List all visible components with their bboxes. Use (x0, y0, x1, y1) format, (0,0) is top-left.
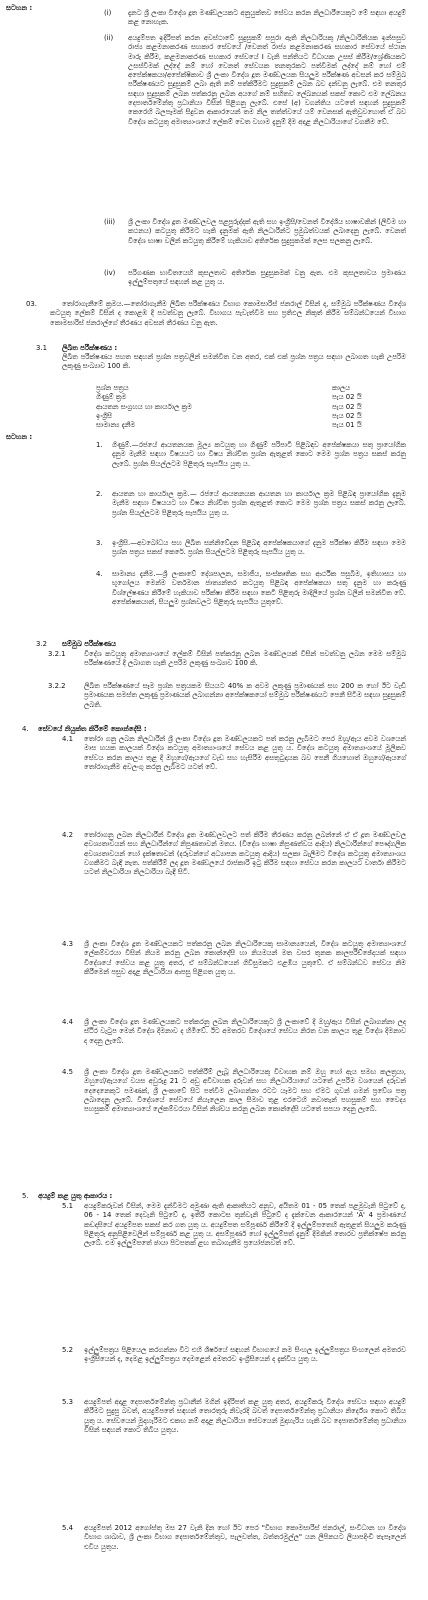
section4-item-text: තෝරාගනු ලබන නිලධාරීන් විදේශ දූත මණ්ඩලවලට පත් කිරීම තීරණය කරනු ලබන්නේ ඒ ඒ දූත මණ්ඩලවල අවශ්‍යතාවයන් සහ නිලධාරීන්ගේ නිපුණතාවන් මතය. (විදේශ භාෂා නිපුණත්වය ආදිය) නිලධාරීන්ගේ පෞද්ගලික අවශ්‍යතාවයන් හෝ දැක්ෂතාවන් (දරුවන්ගේ අධ්‍යාපන කටයුතු ආදිය) සලකා බැලීමට විදේශ කටයුතු අමාත්‍යාංශය වගකීමට බැඳී නැත. පත්කිරීම් ලද දූත මණ්ඩලයේ රාජකාරි ඉටු කිරීම සඳහා සේවය කරන කාලයට වාර්තා කිරීමට යටත් නිලධාරියා නිලධාරියා බැඳී සිටී. (84, 831, 406, 877)
paper-name: ආයතන සංග්‍රහය හා කාර්යාල ක්‍රම (96, 402, 193, 411)
paper-name: සාමාන්‍ය දැනීම (96, 421, 136, 430)
section32-item-text: විදේශ කටයුතු අමාත්‍යාංශයේ ලේකම් විසින් පත්කරනු ලබන මණ්ඩලයක් විසින් පවත්වනු ලබන මෙම සම්මුඛ පරීක්ෂණයේ දී ලබාගත හැකි උපරිම ලකුණු සංඛ්‍යාව 100 කි. (84, 650, 406, 668)
note1-item (128, 218, 406, 265)
section4-number: 4. (22, 725, 29, 733)
note1-item-text: ශ්‍රී ලංකා විදේශ දූත මණ්ඩලවල පළපුරුද්දක් ඇති සහ ඉංග්‍රීසි/වෙනත් විදේශීය භාෂාවකින් (ලිවීම හා කථනය) කටයුතු කිරීමට හැකි දැනුමක් ඇති නිලධාරීන්ට ප්‍රමුඛත්වයක් ලබාදෙනු ලැබේ. වෙනත් විදේශ භාෂා වලින් කටයුතු කිරීමේ හැකියාව අතිරේක සුදුසුකමක් ලෙස සලකනු ලැබේ. (128, 218, 406, 245)
note2-item (112, 539, 406, 567)
table-row (96, 412, 392, 421)
section4-item-text: ශ්‍රී ලංකා විදේශ දූත මණ්ඩලයකට පත්කිරීම් ලැබූ නිලධාරියෙකු විවාහක නම් ඔහු හෝ ඇය සමඟ කලත්‍රයා, ඔහුගේ/ඇයගේ වයස අවුරුදු 21 ට අඩු අවිවාහක දරුවන් සහ නිලධාරියාගේ යටතේ උපරිම වශයෙන් දරුවන් දෙදෙනෙකුට පමණක්, ශ්‍රී ලංකාවේ සිට පත්වීම ලබාගන්නා රටට යෑමට සහ ඒමට ගුවන් ගමන් ප්‍රවේශ පත්‍ර ලබාදෙනු ලැබේ. විදේශයේ සේවයේ නියැලෙන කාල සීමාව තුළ එරටෙහි නවාතැන් පහසුකම් සහ වෛද්‍ය පහසුකම් අමාත්‍යාංශයේ ලේකම්වරයා විසින් නිශ්චය කරනු ලබන කොන්දේසි යටතේ සපයා දෙනු ලැබේ. (84, 1068, 406, 1114)
section32-item (84, 682, 406, 720)
section4-item-number: 4.4 (62, 1018, 73, 1026)
section5-item (84, 1524, 406, 1584)
section5-item-text: අයදුම්කරුවන් විසින්, මෙම දැන්වීමට අමුණා ඇති ආකෘතියට අනුව, අයිතම 01 - 05 තෙක් පළමුවැනි පිටුවේ ද, 06 - 14 තෙක් දෙවැනි පිටුවේ ද, ඉතිරි කොටස තුන්වැනි පිටුවේ ද දැක්වෙන ආකාරයෙන් 'A' 4 ප්‍රමාණයේ කඩදාසියේ අයදුම්පත සකස් කර ගත යුතු ය. අයදුම්පත සම්පූර්ණ කිරීමේ දී ඉල්ලුම්පතෙහි ඇතුළත් සියලුම කරුණු පිළිතුරු අනුපිළිවෙලින් සම්පූර්ණ කළ යුතු ය. අසම්පූර්ණ හෝ ඉල්ලුම්පත් දැනුම් දීමකින් තොරව ප්‍රතික්ෂේප කරනු ලැබේ. එම ඉල්ලුම්පතේ ඡායා පිටපතක් ළඟ තබාගැනීම ප්‍රයෝජනවත් වේ. (84, 1202, 406, 1248)
section4-item-text: ශ්‍රී ලංකා විදේශ දූත මණ්ඩලයකට පත්කරනු ලබන නිලධාරියෙකුට ශ්‍රී ලංකාවේ දී ඔහු/ඇය විසින් ලබාගන්නා ලද ස්ථිර වැටුප මෙන් විදේශ දීමනාව ද හිමිවේ. ඊට අමතරව විදේශයේ සේවය නිරත වන කාලය තුළ විදේශ දීමනාව ද දෙනු ලැබේ. (84, 1018, 406, 1045)
section32-item-number: 3.2.2 (48, 682, 66, 690)
note2-item (112, 490, 406, 536)
table-row (96, 421, 392, 430)
note2-item-marker: 3. (96, 539, 103, 547)
paper-time: පැය 02 යි (332, 411, 362, 420)
note2-item-text: ඉංග්‍රීසි.—අවබෝධය සහ ලිඛිත සන්නිවේදන පිළිබඳ අපේක්ෂකයාගේ දැනුම පරීක්ෂා කිරීම සඳහා මෙම ප්‍රශ්න පත්‍රය සකස් කෙරේ. ප්‍රශ්න සියල්ලටම පිළිතුරු සැපයිය යුතු ය. (112, 539, 406, 557)
section4-item (84, 1018, 406, 1064)
note1-item (128, 269, 406, 297)
note2-item-marker: 4. (96, 570, 103, 578)
paper-name: ඉංග්‍රීසි (96, 411, 112, 420)
section31-title: ලිඛිත පරීක්ෂණය : (62, 344, 118, 352)
section4-item-text: තෝරා ගනු ලබන නිලධාරීන් ශ්‍රී ලංකා විදේශ දූත මණ්ඩලයකට පත් කරනු ලැබීමට පෙර ඔහු/ඇය අවම වශයෙන් මාස හයක කාලයක් විදේශ කටයුතු අමාත්‍යාංශයේ සේවය කළ යුතු ය. විදේශ කටයුතු අමාත්‍යාංශයේ මූලිකව සේවය කරන කාලය තුළ දී ඔහුගේ/ඇයගේ වැඩ සහ හැසිරීම අසතුටුදායක බව පෙනී ගියහොත් ඔහුගේ/ඇයගේ තෝරාගැනීම අවලංගු කරනු ලැබීමට යටත් වේ. (84, 735, 406, 771)
note1-item-marker: (ii) (104, 34, 114, 42)
section4-title: සේවයේ නියුක්ත කිරීමේ කොන්දේසි : (38, 725, 147, 733)
section4-item (84, 735, 406, 828)
section32-number: 3.2 (36, 640, 47, 648)
section5-item-number: 5.3 (62, 1398, 73, 1406)
section5-item-text: අයදුම්පත් අදාළ දෙපාර්තමේන්තු ප්‍රධානීන් මගින් ඉදිරිපත් කළ යුතු අතර, අයදුම්කරු විදේශ සේවය සඳහා අයදුම් කිරීමට සුදුසු බවත්, අයදුම්පතේ සඳහන් තොරතුරු නිවැරදි බවත් දෙපාර්තමේන්තු ප්‍රධානියා නිර්දේශ කොට තිබිය යුතු ය. සේවයෙන් මුදාහැරීමට එකඟ නම් අදාළ නිලධාරියා සේවයෙන් මුදාහැරිය හැකි බව දෙපාර්තමේන්තු ප්‍රධානියා විසින් සඳහන් කොට තිබිය යුතුය. (84, 1398, 406, 1434)
note1-item-marker: (iv) (104, 269, 116, 277)
table-header-row (96, 384, 392, 393)
note2-item (112, 441, 406, 487)
exam-papers-table (96, 384, 392, 430)
section32-item-text: ලිඛිත පරීක්ෂණයේ සෑම ප්‍රශ්න පත්‍රයකම සියයට 40% ක අවම ලකුණු ප්‍රමාණයක් සහ 200 ක හෝ ඊට වැඩි ප්‍රමාණයක සමස්ත ලකුණු ප්‍රමාණයක් ලබාගන්නා අපේක්ෂකයෝ සම්මුඛ පරීක්ෂණයට පෙනී සිටීම සඳහා සුදුසුකම් ලබති. (84, 682, 406, 709)
note2-item-text: ආයතන හා කාර්යාල ක්‍රම.— රජයේ ආයතනයක ආයතන හා කාර්යාල ක්‍රම පිළිබඳ ප්‍රායෝගික දැනුම මැනීම සඳහා විෂයයට හා විෂය නිශ්චිත ප්‍රශ්න ඇතුළත් කොට මෙම ප්‍රශ්න පත්‍රය සකස් කරනු ලැබේ. ප්‍රශ්න සියල්ලටම පිළිතුරු සැපයිය යුතු ය. (112, 490, 406, 517)
section31-description (62, 353, 406, 381)
section5-item (84, 1202, 406, 1342)
paper-time: පැය 02 යි (332, 393, 362, 402)
section4-item-number: 4.3 (62, 940, 73, 948)
section31-number: 3.1 (36, 344, 47, 352)
section4-item (84, 831, 406, 936)
section32-item (84, 650, 406, 678)
section3-text: තෝරාගැනීමේ ක්‍රමය.—තෝරාගැනීම ලිඛිත පරීක්ෂණය විභාග කොමසාරිස් ජනරාල් විසින් ද, සම්මුඛ පරීක්ෂණය විදේශ කටයුතු ලේකම් විසින් ද කොළඹ දී පවත්වනු ලැබේ. විභාගය පැවැත්වීම සහ ප්‍රතිඵල නිකුත් කිරීම සම්බන්ධයෙන් විභාග කොමසාරිස් ජනරාල්ගේ තීරණය අවසන් තීරණය වනු ඇත. (50, 300, 406, 327)
section4-item-number: 4.2 (62, 831, 73, 839)
section5-title: අයදුම් කළ යුතු ආකාරය : (38, 1192, 113, 1200)
section32-title: සම්මුඛ පරීක්ෂණය (62, 640, 116, 648)
section32-item-number: 3.2.1 (48, 650, 66, 658)
section5-item-number: 5.1 (62, 1202, 73, 1210)
note2-label: සටහන : (6, 433, 33, 441)
note1-item-text: අයදුම්පත ඉදිරිපත් කරන අවස්ථාවේ සුදුසුකම් සපුරා ඇති නිලධාරියකු /නිලධාරිනියක ඉන්පසුව රාජ්‍ය කළමනාකරණ සහකාර සේවයේ /වෙනත් රාජ්‍ය කළමනාකරණ සහකාර සේවයේ ස්ථාන මාරු කිරීම, කළමනාකරණ සහකාර සේවයේ I වැනි පන්තියට විධායක උසස් කිරීම/ශ්‍රේණියකට උසස්වීමක් ලද්දේ නම් හෝ වෙනත් සේවයක තනතුරකට පත්වීමක් ලද්දේ නම් හෝ එම් අපේක්ෂකයා/අපේක්ෂිකාව ශ්‍රී ලංකා විදේශ දූත මණ්ඩලයක සියලුම පරීක්ෂණ අවසන් කර සම්මුඛ පරීක්ෂණයට සුදුසුකම් ලබා ඇති නම් පත්කිරීමට සුදුසුකම් ලබන බව දන්වනු ලැබේ. එම තනතුර සඳහා සුදුසුකම් ලබන පත්කරනු ලබන අයගේ නම් සහිතව ලේඛනයක් සකස් කොට එම ලේඛනය දෙපාර්තමේන්තු ප්‍රධානියා විසින් පිළිගනු ලැබේ. එසේ (අ) වගන්තිය යටතේ සඳහන් සුදුසුකම් කෙරෙහි බලපෑමක් සිදුවන ආකාරයෙන් තම නිල තත්ත්වයේ යම් වෙනසක් ඇතිවුවහොත් ඒ බව විදේශ කටයුතු අමාත්‍යාංශයේ ලේකම් වෙත වහාම දැනුම් දීම අදාළ නිලධාරියාගේ වගකීම වේ. (128, 34, 406, 126)
table-row (96, 393, 392, 402)
note1-item (128, 9, 406, 28)
paper-time: පැය 02 යි (332, 402, 362, 411)
note2-item-text: ගිණුම්.—රජයේ ආයතනයක මූල්‍ය කටයුතු හා ගිණුම් පරිපාටි පිළිබඳව අපේක්ෂකයා සතු ප්‍රායෝගික දැනුම මැනීම සඳහා විෂයයට හා විෂය නිශ්චිත ප්‍රශ්න ඇතුළත් කොට මෙම ප්‍රශ්න පත්‍රය සකස් කරනු ලැබේ. ප්‍රශ්න සියල්ලටම පිළිතුරු සැපයිය යුතු ය. (112, 441, 406, 468)
section5-item (84, 1398, 406, 1520)
section5-number: 5. (22, 1192, 29, 1200)
note1-item-marker: (i) (104, 9, 112, 17)
section3-selection-method (50, 300, 406, 338)
note1-item-text: දැනට ශ්‍රී ලංකා විදේශ දූත මණ්ඩලයකට අනුයුක්තව සේවය කරන නිලධාරීයෙකුට මේ සඳහා අයදුම් කළ නොහැක. (128, 9, 406, 27)
table-row (96, 403, 392, 412)
note2-item-marker: 1. (96, 441, 103, 449)
section5-item-number: 5.2 (62, 1346, 73, 1354)
note1-item (128, 34, 406, 218)
section5-item (84, 1346, 406, 1394)
note2-item-marker: 2. (96, 490, 103, 498)
section5-item-number: 5.4 (62, 1524, 73, 1532)
note1-item-marker: (iii) (104, 218, 116, 226)
note1-label: සටහන : (6, 4, 33, 12)
section4-item-text: ශ්‍රී ලංකා විදේශ දූත මණ්ඩලයකට පත්කරනු ලබන නිලධාරියෙකු සාමාන්‍යයෙන්, විදේශ කටයුතු අමාත්‍යාංශයේ ලේකම්වරයා විසින් නියම කරනු ලබන කොන්දේසි හා නියමයන් මත වසර තුනක කාලපරිච්ඡේදයක් සඳහා විදේශයේ සේවය කළ යුතු අතර, ඒ සම්බන්ධයෙන් ගිවිසුමකට එළඹිය යුතුවේ. ඒ සම්බන්ධව සේවය නිම කිරීමෙන් පසුව අදාළ නිලධාරියා ආපසු පිළිගත යුතු ය. (84, 940, 406, 976)
column-header-time: කාලය (332, 384, 351, 392)
section5-item-text: ඉල්ලුම්පත්‍රය පිළියෙල කරගන්නා විට එහි ශීර්ෂයේ සඳහන් විභාගයේ නම සිංහල ඉල්ලුම්පත්‍රය සිංහලෙන් අමතරව ඉංග්‍රීසියෙන් ද, දෙමළ ඉල්ලුම්පත්‍රය දෙමළෙන් අමතරව ඉංග්‍රීසියෙන් ද දැක්විය යුතු ය. (84, 1346, 406, 1364)
paper-time: පැය 01 යි (332, 421, 362, 430)
section4-item-number: 4.5 (62, 1068, 73, 1076)
paper-name: ගිණුම් ක්‍රම (96, 393, 127, 402)
section3-number: 03. (26, 300, 37, 308)
note2-item-text: සාමාන්‍ය දැනීම.—ශ්‍රී ලංකාවේ දේශපාලන, සමාජීය, සංස්කෘතික සහ ආර්ථික පසුබිම, ඉතිහාසය හා භූගෝලය මෙන්ම වර්තමාන ජාත්‍යන්තර කටයුතු පිළිබඳ අපේක්ෂකයා සතු දැනුම හා කරුණු විශ්ලේෂණය කිරීමේ හැකියාව පරීක්ෂා කිරීම සඳහා කෙටි පිළිතුරු මාදිලියේ ප්‍රශ්න වලින් සමන්විත වේ. අපේක්ෂකයාන්, සියලුම ප්‍රශ්නවලට පිළිතුරු සැපයිය යුතුවේ. (112, 570, 406, 606)
section4-item-number: 4.1 (62, 735, 73, 743)
section5-item-text: අයදුම්පත් 2012 අගෝස්තු මස 27 වැනි දින හෝ ඊට පෙර "විභාග කොමසාරිස් ජනරාල්, සංවිධාන හා විදේශ විභාග ශාඛාව, ශ්‍රී ලංකා විභාග දෙපාර්තමේන්තුව, පැලවත්ත, බත්තරමුල්ල" යන ලිපිනයට ලියාපදිංචි තැපෑලෙන් එවිය යුතුය. (84, 1524, 406, 1551)
note2-item (112, 570, 406, 635)
section31-text: ලිඛිත පරීක්ෂණය පහත සඳහන් ප්‍රශ්න පත්‍රවලින් සමන්විත වන අතර, එක් එක් ප්‍රශ්න පත්‍රය සඳහා ලබාගත හැකි උපරිම ලකුණු සංඛ්‍යාව 100 කි. (62, 353, 406, 371)
section4-item (84, 1068, 406, 1188)
note1-item-text: පරිගණක භාවිතයෙහි කුසලතාව අතිරේක සුදුසුකමක් වනු ඇත. එම කුසලතාවය ප්‍රමාණය ඉල්ලුම්පතුයේ සඳහන් කළ යුතු ය. (128, 269, 406, 287)
section4-item (84, 940, 406, 1014)
column-header-paper: ප්‍රශ්න පත්‍රය (96, 384, 129, 392)
